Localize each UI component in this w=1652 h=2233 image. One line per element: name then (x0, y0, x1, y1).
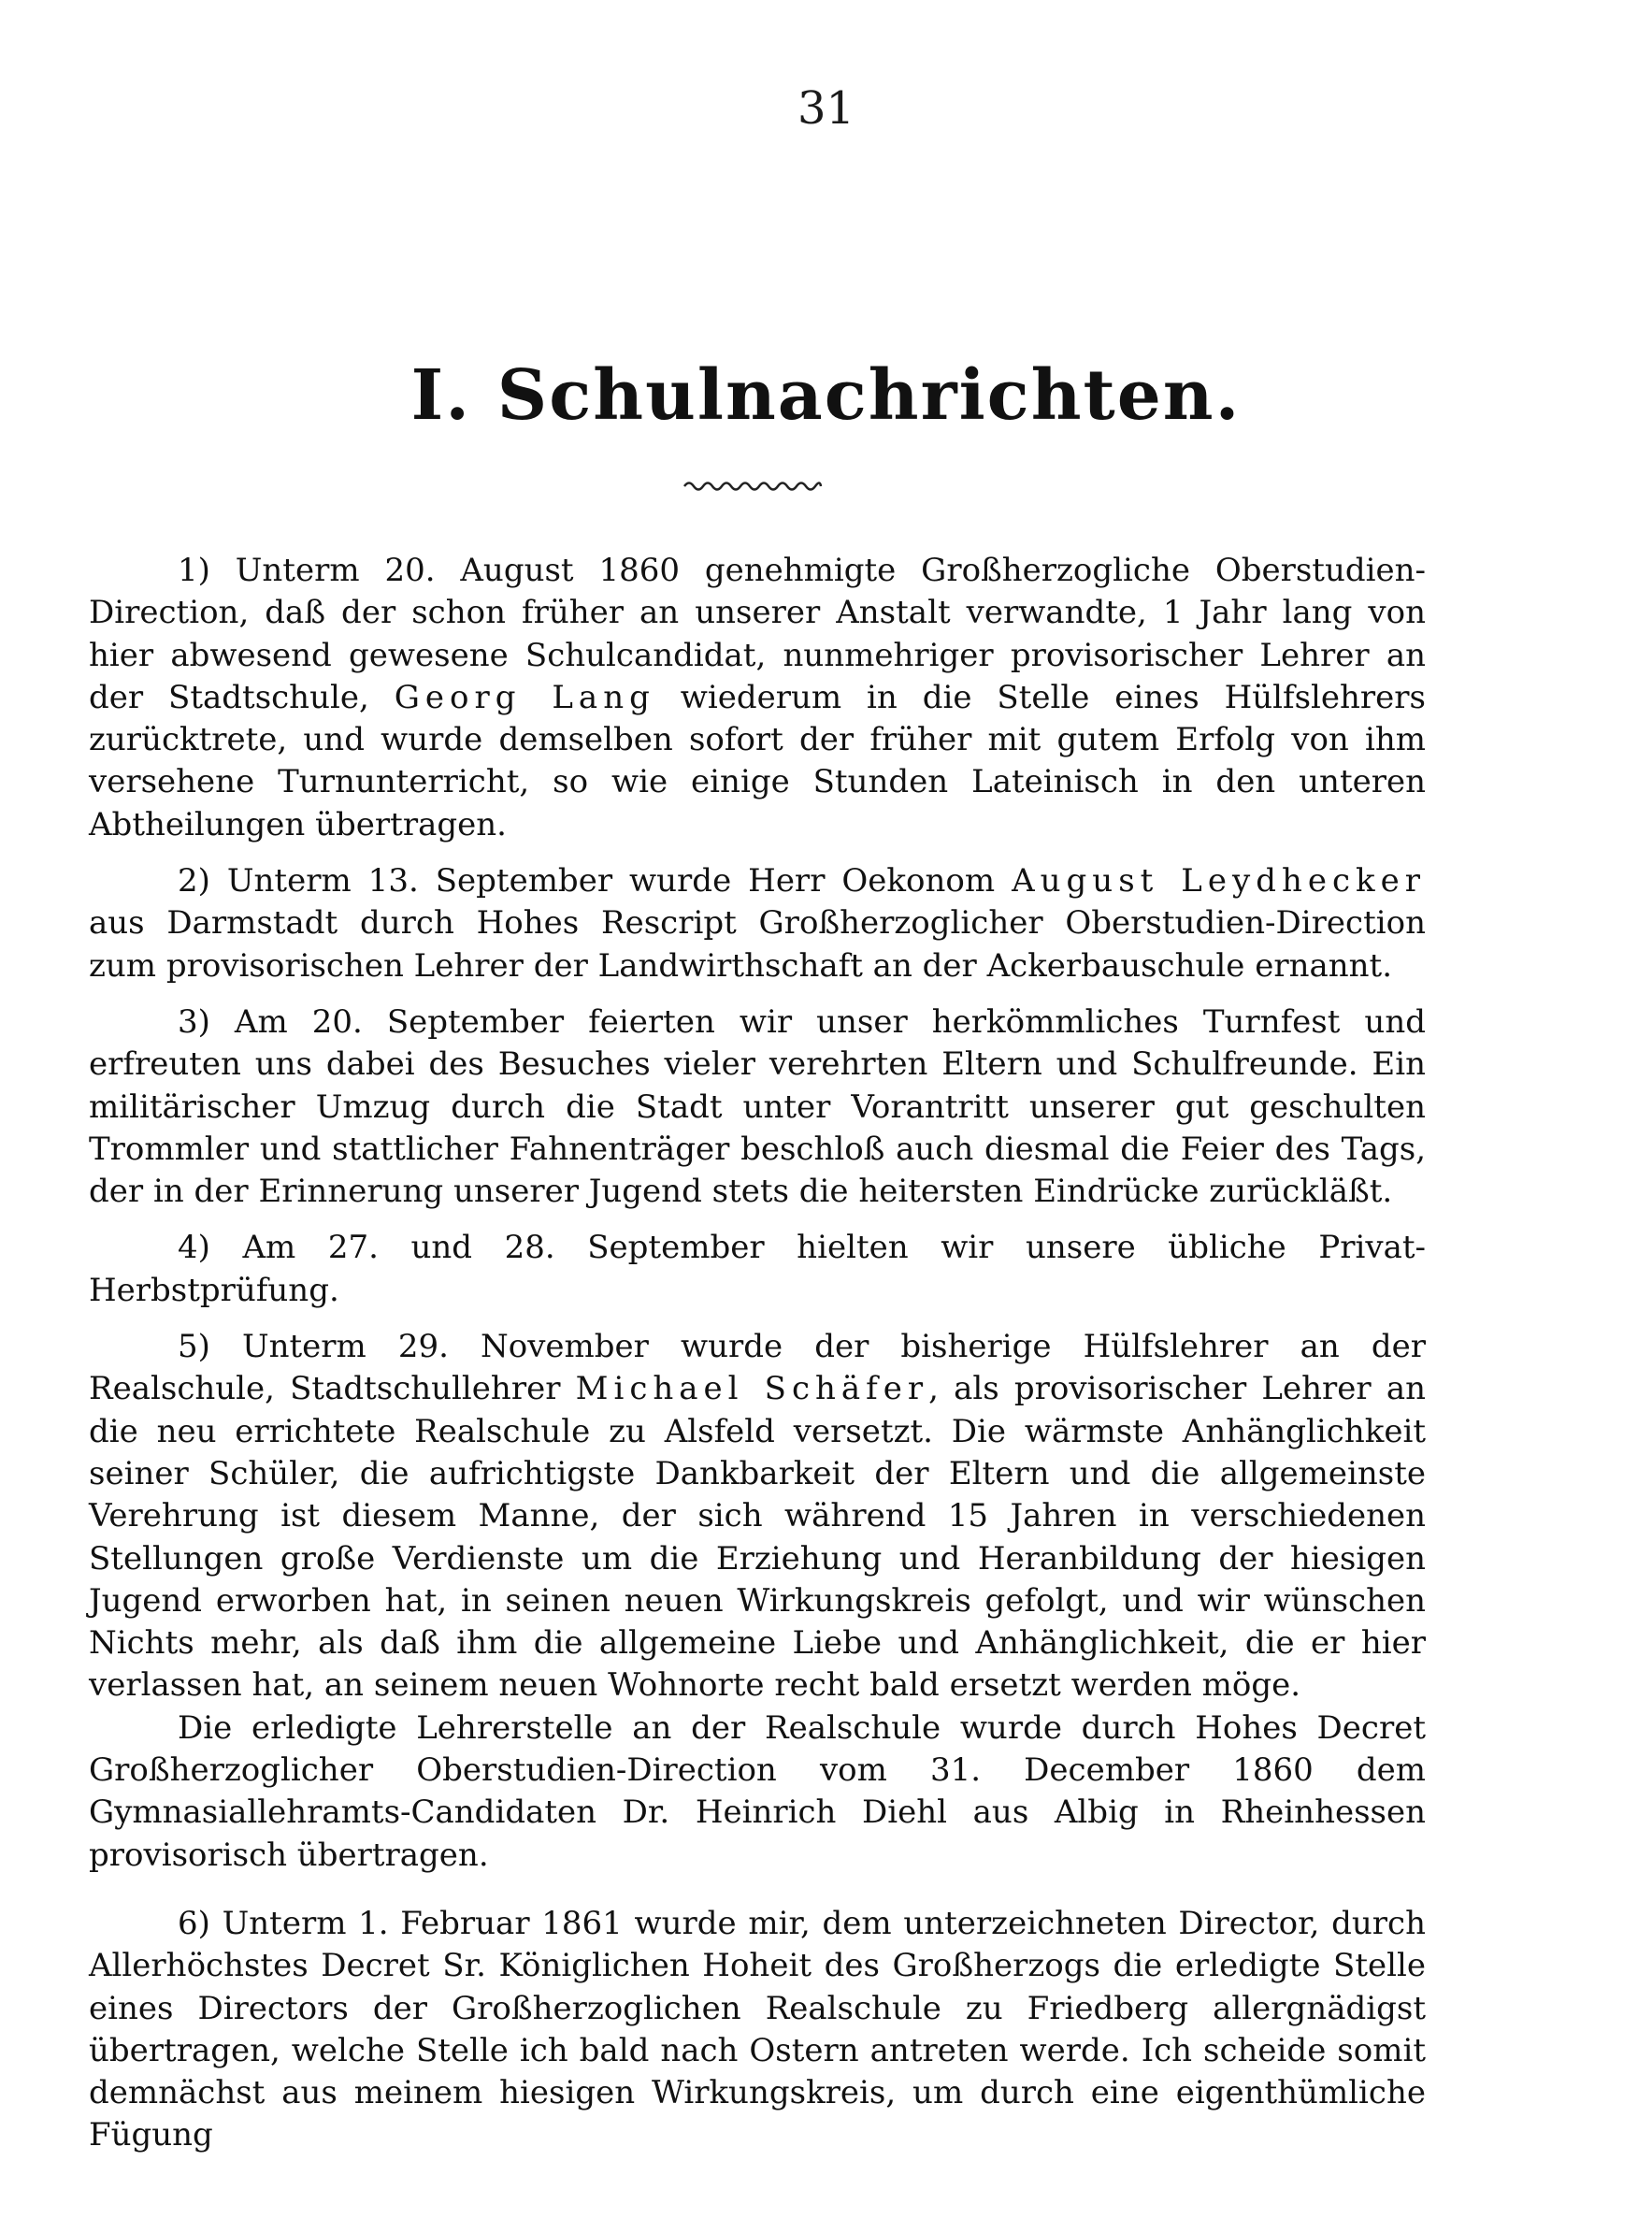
paragraph-5-continuation: Die erledigte Lehrerstelle an der Realschule wurde durch Hohes Decret Großherzoglicher Oberstudien-Direction vom 31. December 1860 dem Gymnasiallehramts-Candidaten Dr. Heinrich Diehl aus Albig in Rheinhessen provisorisch übertragen. (89, 1708, 1426, 1874)
body-text (89, 550, 1426, 2157)
wavy-line-ornament-icon (682, 479, 823, 494)
section-heading: I. Schulnachrichten. (410, 355, 1242, 436)
paragraph-4: 4) Am 27. und 28. September hielten wir unsere übliche Privat-Herbstprüfung. (89, 1229, 1426, 1309)
person-name: Georg Lang (394, 678, 655, 716)
paragraph-2: 2) Unterm 13. September wurde Herr Oekonom August Leydhecker aus Darmstadt durch Hohes Rescript Großherzoglicher Oberstudien-Direction zum provisorischen Lehrer der Landwirthschaft an der Ackerbauschule ernannt. (89, 862, 1426, 985)
paragraph-1: 1) Unterm 20. August 1860 genehmigte Großherzogliche Oberstudien-Direction, daß der schon früher an unserer Anstalt verwandte, 1 Jahr lang von hier abwesend gewesene Schulcandidat, nunmehriger provisorischer Lehrer an der Stadtschule, Georg Lang wiederum in die Stelle eines Hülfslehrers zurücktrete, und wurde demselben sofort der früher mit gutem Erfolg von ihm versehene Turnunterricht, so wie einige Stunden Lateinisch in den unteren Abtheilungen übertragen. (89, 552, 1426, 843)
page-number: 31 (797, 82, 855, 135)
paragraph-5: 5) Unterm 29. November wurde der bisherige Hülfslehrer an der Realschule, Stadtschullehrer Michael Schäfer, als provisorischer Lehrer an die neu errichtete Realschule zu Alsfeld versetzt. Die wärmste Anhänglichkeit seiner Schüler, die aufrichtigste Dankbarkeit der Eltern und die allgemeinste Verehrung ist diesem Manne, der sich während 15 Jahren in verschiedenen Stellungen große Verdienste um die Erziehung und Heranbildung der hiesigen Jugend erworben hat, in seinen neuen Wirkungskreis gefolgt, und wir wünschen Nichts mehr, als daß ihm die allgemeine Liebe und Anhänglichkeit, die er hier verlassen hat, an seinem neuen Wohnorte recht bald ersetzt werden möge. (89, 1328, 1426, 1705)
person-name: August Leydhecker (1012, 862, 1426, 900)
paragraph-3: 3) Am 20. September feierten wir unser herkömmliches Turnfest und erfreuten uns dabei des Besuches vieler verehrten Eltern und Schulfreunde. Ein militärischer Umzug durch die Stadt unter Vorantritt unserer gut geschulten Trommler und stattlicher Fahnenträger beschloß auch diesmal die Feier des Tags, der in der Erinnerung unserer Jugend stets die heitersten Eindrücke zurückläßt. (89, 1002, 1426, 1211)
paragraph-6: 6) Unterm 1. Februar 1861 wurde mir, dem unterzeichneten Director, durch Allerhöchstes Decret Sr. Königlichen Hoheit des Großherzogs die erledigte Stelle eines Directors der Großherzoglichen Realschule zu Friedberg allergnädigst übertragen, welche Stelle ich bald nach Ostern antreten werde. Ich scheide somit demnächst aus meinem hiesigen Wirkungskreis, um durch eine eigenthümliche Fügung (89, 1904, 1426, 2154)
person-name: Michael Schäfer (575, 1370, 929, 1408)
